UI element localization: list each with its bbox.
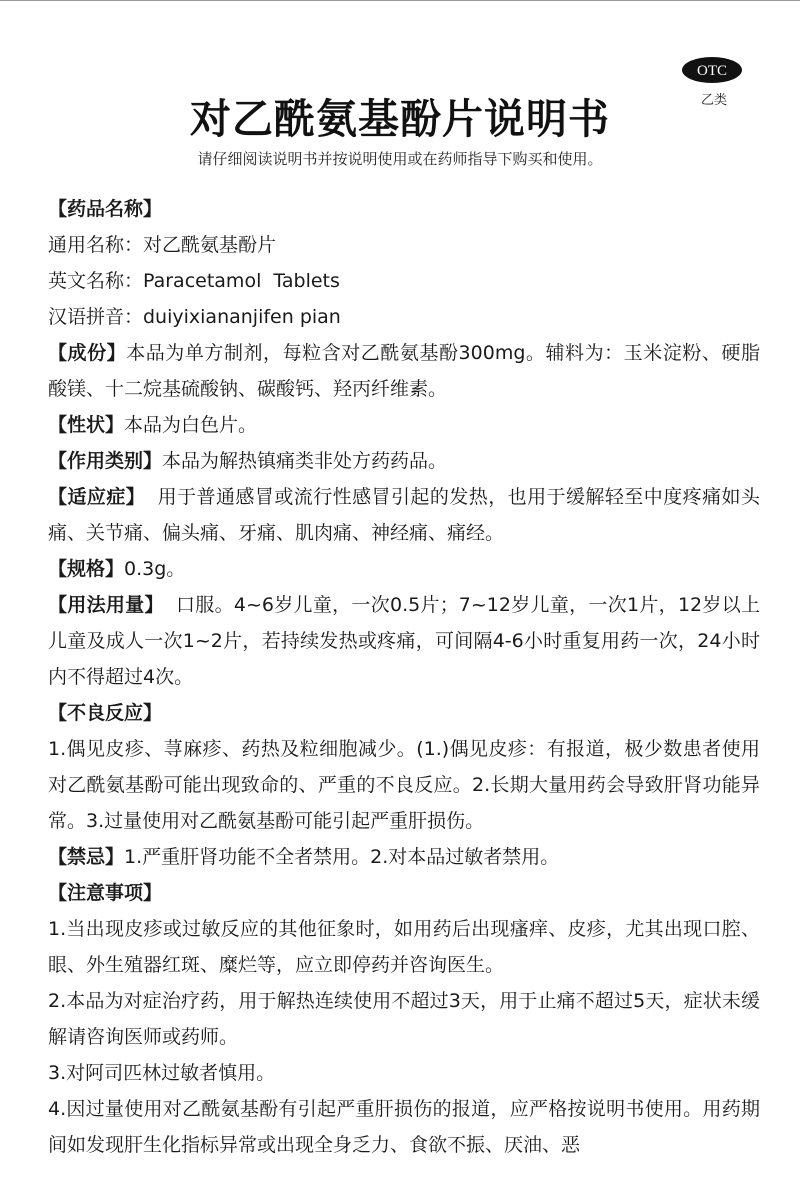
appearance-heading: 【性状】 [48, 414, 125, 436]
drug-name-heading: 【药品名称】 [48, 198, 163, 220]
usage-notice: 请仔细阅读说明书并按说明使用或在药师指导下购买和使用。 [197, 150, 603, 168]
composition-text: 本品为单方制剂，每粒含对乙酰氨基酚300mg。辅料为：玉米淀粉、硬脂酸镁、十二烷基硫酸钠、碳酸钙、羟丙纤维素。 [48, 342, 760, 400]
appearance-section [48, 407, 760, 443]
usage-heading: 【用法用量】 [48, 594, 164, 616]
composition-section [48, 335, 760, 407]
category-text: 本品为解热镇痛类非处方药药品。 [162, 450, 448, 472]
spec-section [48, 551, 760, 587]
precaution-item: 2.本品为对症治疗药，用于解热连续使用不超过3天，用于止痛不超过5天，症状未缓解请咨询医师或药师。 [48, 990, 760, 1048]
adverse-section [48, 695, 760, 731]
page-title: 对乙酰氨基酚片说明书 [190, 95, 610, 143]
spec-text: 0.3g。 [124, 558, 186, 580]
composition-heading: 【成份】 [48, 342, 127, 364]
contraindication-heading: 【禁忌】 [48, 846, 125, 868]
pinyin-name: 汉语拼音：duiyixiananjifen pian [48, 306, 341, 328]
precautions-section [48, 875, 760, 911]
indication-heading: 【适应症】 [48, 486, 146, 508]
drug-name-section [48, 191, 760, 227]
contraindication-section [48, 839, 760, 875]
usage-text: 口服。4~6岁儿童，一次0.5片；7~12岁儿童，一次1片，12岁以上儿童及成人一次1~2片，若持续发热或疼痛，可间隔4-6小时重复用药一次，24小时内不得超过4次。 [48, 594, 760, 688]
precaution-item: 1.当出现皮疹或过敏反应的其他征象时，如用药后出现瘙痒、皮疹，尤其出现口腔、眼、外生殖器红斑、糜烂等，应立即停药并咨询医生。 [48, 918, 760, 976]
precaution-item: 4.因过量使用对乙酰氨基酚有引起严重肝损伤的报道，应严格按说明书使用。用药期间如发现肝生化指标异常或出现全身乏力、食欲不振、厌油、恶 [48, 1098, 760, 1156]
precautions-heading: 【注意事项】 [48, 882, 163, 904]
instruction-body [48, 191, 760, 1163]
adverse-text: 1.偶见皮疹、荨麻疹、药热及粒细胞减少。(1.)偶见皮疹：有报道，极少数患者使用对乙酰氨基酚可能出现致命的、严重的不良反应。2.长期大量用药会导致肝肾功能异常。3.过量使用对乙酰氨基酚可能引起严重肝损伤。 [48, 738, 760, 832]
otc-class-label: 乙类 [700, 93, 727, 108]
otc-badge [681, 56, 743, 84]
usage-section [48, 587, 760, 695]
appearance-text: 本品为白色片。 [124, 414, 258, 436]
generic-name: 通用名称：对乙酰氨基酚片 [48, 234, 277, 256]
adverse-heading: 【不良反应】 [48, 702, 163, 724]
otc-label: OTC [697, 63, 727, 79]
top-border [0, 0, 800, 1]
contraindication-text: 1.严重肝肾功能不全者禁用。2.对本品过敏者禁用。 [124, 846, 560, 868]
spec-heading: 【规格】 [48, 558, 125, 580]
indication-section [48, 479, 760, 551]
english-name: 英文名称：Paracetamol Tablets [48, 270, 340, 292]
precaution-item: 3.对阿司匹林过敏者慎用。 [48, 1062, 276, 1084]
category-section [48, 443, 760, 479]
indication-text: 用于普通感冒或流行性感冒引起的发热，也用于缓解轻至中度疼痛如头痛、关节痛、偏头痛、牙痛、肌肉痛、神经痛、痛经。 [48, 486, 760, 544]
category-heading: 【作用类别】 [48, 450, 163, 472]
